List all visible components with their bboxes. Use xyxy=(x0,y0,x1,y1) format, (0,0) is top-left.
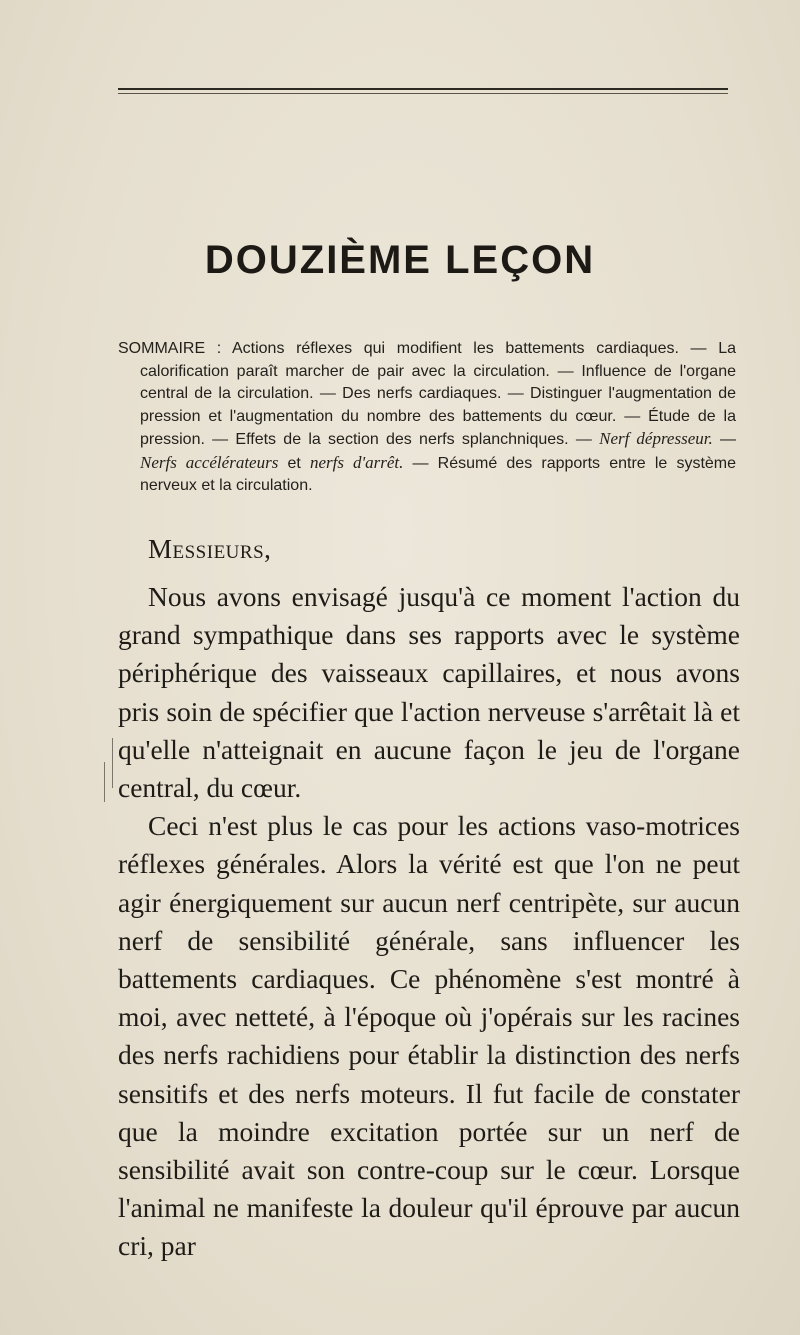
paragraph: Ceci n'est plus le cas pour les actions vaso-motrices réflexes générales. Alors la vérité est que l'on ne peut agir énergiquement sur aucun nerf centripète, sur aucun nerf de sensibilité générale, sans influencer les battements cardiaques. Ce phénomène s'est montré à moi, avec netteté, à l'époque où j'opérais sur les racines des nerfs rachidiens pour établir la distinction des nerfs sensitifs et des nerfs moteurs. Il fut facile de constater que la moindre excitation portée sur un nerf de sensibilité avait son contre-coup sur le cœur. Lorsque l'animal ne manifeste la douleur qu'il éprouve par aucun cri, par xyxy=(118,810,740,1262)
summary-label: SOMMAIRE xyxy=(118,340,206,357)
body-text xyxy=(118,578,740,1266)
summary-text: — Résumé des rapports entre le système nerveux et la circulation. xyxy=(140,454,737,494)
summary-text: et xyxy=(278,454,310,472)
paragraph: Nous avons envisagé jusqu'à ce moment l'action du grand sympathique dans ses rapports avec le système périphérique des vaisseaux capillaires, et nous avons pris soin de spécifier que l'action nerveuse s'arrêtait là et qu'elle n'atteignait en aucune façon le jeu de l'organe central, du cœur. xyxy=(118,581,740,804)
header-rule xyxy=(118,88,728,90)
summary-italic: Nerf dépresseur. xyxy=(599,429,713,448)
lesson-title: DOUZIÈME LEÇON xyxy=(204,238,596,282)
salutation: Messieurs, xyxy=(148,534,272,564)
margin-pencil-mark xyxy=(112,738,113,788)
summary-italic: nerfs d'arrêt. xyxy=(310,452,404,472)
summary-text: — xyxy=(712,431,737,448)
margin-pencil-mark xyxy=(104,762,105,802)
summary-block xyxy=(118,338,736,498)
summary-text: : Actions réflexes qui modifient les battements cardiaques. — La calorification paraît marcher de pair avec la circulation. — Influence de l'organe central de la circulation. — Des nerfs cardiaques. — Distinguer l'augmentation de pression et l'augmentation du nombre des battements du cœur. — Étude de la pression. — Effets de la section des nerfs splanchniques. — xyxy=(140,340,736,448)
header-rule-thin xyxy=(118,93,728,94)
summary-italic: Nerfs accélérateurs xyxy=(140,452,279,472)
